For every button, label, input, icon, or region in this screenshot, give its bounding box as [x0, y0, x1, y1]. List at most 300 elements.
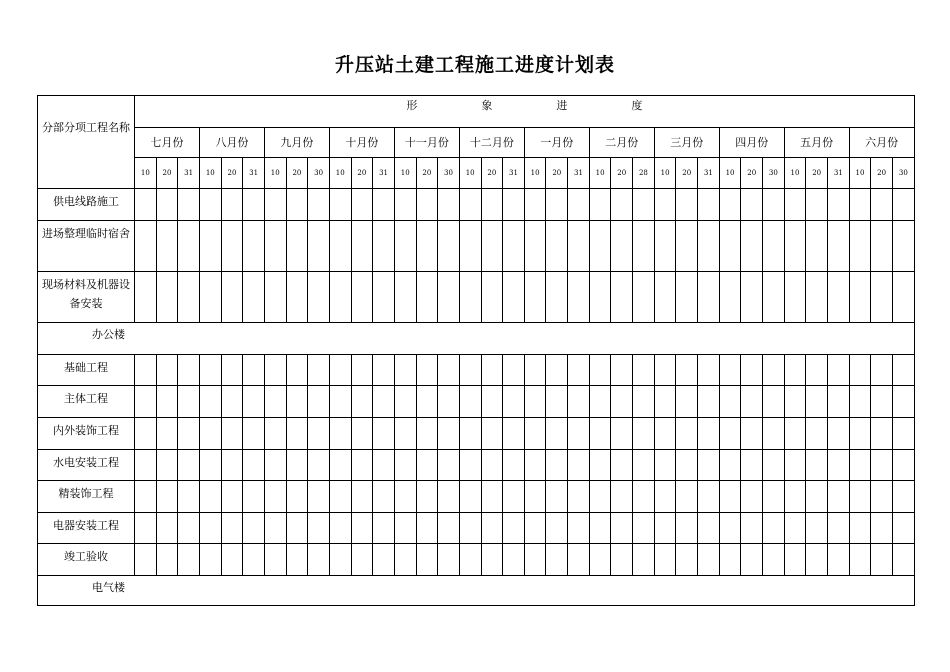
task-name: 基础工程 — [38, 355, 135, 386]
schedule-cell — [438, 272, 460, 323]
task-row — [38, 450, 915, 481]
schedule-cell — [373, 513, 395, 544]
schedule-cell — [308, 221, 330, 272]
schedule-cell — [828, 272, 850, 323]
schedule-cell — [546, 513, 568, 544]
schedule-cell — [264, 513, 286, 544]
schedule-cell — [503, 386, 525, 418]
schedule-cell — [524, 544, 546, 576]
schedule-cell — [611, 418, 633, 450]
day-header: 20 — [806, 158, 828, 189]
progress-label-char: 度 — [631, 99, 643, 112]
schedule-cell — [503, 355, 525, 386]
progress-header-row — [38, 96, 915, 128]
day-header: 10 — [394, 158, 416, 189]
schedule-cell — [373, 386, 395, 418]
month-header: 六月份 — [849, 128, 914, 158]
schedule-cell — [828, 481, 850, 513]
schedule-cell — [351, 272, 373, 323]
task-name: 现场材料及机器设备安装 — [38, 272, 135, 323]
day-header: 20 — [676, 158, 698, 189]
schedule-cell — [524, 189, 546, 221]
day-header: 10 — [719, 158, 741, 189]
day-header: 10 — [524, 158, 546, 189]
day-header: 20 — [416, 158, 438, 189]
schedule-cell — [394, 481, 416, 513]
schedule-cell — [329, 450, 351, 481]
schedule-cell — [719, 272, 741, 323]
schedule-cell — [264, 450, 286, 481]
schedule-cell — [784, 450, 806, 481]
schedule-cell — [784, 355, 806, 386]
schedule-cell — [784, 481, 806, 513]
schedule-cell — [763, 418, 785, 450]
schedule-cell — [199, 221, 221, 272]
schedule-cell — [633, 189, 655, 221]
schedule-cell — [394, 221, 416, 272]
schedule-cell — [676, 386, 698, 418]
schedule-cell — [589, 513, 611, 544]
schedule-cell — [178, 544, 200, 576]
schedule-cell — [373, 544, 395, 576]
schedule-cell — [503, 481, 525, 513]
schedule-cell — [308, 272, 330, 323]
schedule-cell — [438, 418, 460, 450]
schedule-cell — [719, 386, 741, 418]
schedule-cell — [503, 450, 525, 481]
schedule-cell — [416, 386, 438, 418]
schedule-cell — [546, 386, 568, 418]
section-row — [38, 576, 915, 606]
schedule-cell — [178, 272, 200, 323]
schedule-cell — [784, 418, 806, 450]
schedule-cell — [243, 450, 265, 481]
progress-label-char: 进 — [556, 99, 568, 112]
schedule-cell — [459, 513, 481, 544]
schedule-cell — [135, 418, 157, 450]
schedule-cell — [329, 355, 351, 386]
task-name: 主体工程 — [38, 386, 135, 418]
schedule-cell — [351, 450, 373, 481]
schedule-cell — [524, 513, 546, 544]
schedule-cell — [156, 386, 178, 418]
schedule-cell — [741, 544, 763, 576]
day-header: 20 — [156, 158, 178, 189]
schedule-cell — [719, 450, 741, 481]
task-name: 竣工验收 — [38, 544, 135, 576]
schedule-cell — [394, 272, 416, 323]
schedule-cell — [394, 355, 416, 386]
schedule-cell — [741, 513, 763, 544]
schedule-cell — [243, 544, 265, 576]
schedule-cell — [633, 513, 655, 544]
schedule-cell — [351, 481, 373, 513]
day-header: 20 — [546, 158, 568, 189]
schedule-cell — [741, 386, 763, 418]
schedule-cell — [654, 450, 676, 481]
schedule-cell — [589, 272, 611, 323]
schedule-cell — [351, 221, 373, 272]
schedule-cell — [438, 189, 460, 221]
schedule-cell — [156, 272, 178, 323]
schedule-cell — [871, 513, 893, 544]
schedule-cell — [503, 272, 525, 323]
schedule-cell — [524, 418, 546, 450]
schedule-cell — [654, 481, 676, 513]
schedule-cell — [503, 544, 525, 576]
schedule-cell — [589, 189, 611, 221]
schedule-cell — [156, 513, 178, 544]
schedule-cell — [286, 221, 308, 272]
schedule-cell — [611, 221, 633, 272]
schedule-cell — [243, 189, 265, 221]
month-header-row — [38, 128, 915, 158]
schedule-cell — [871, 481, 893, 513]
day-header: 31 — [828, 158, 850, 189]
schedule-cell — [243, 221, 265, 272]
schedule-cell — [416, 272, 438, 323]
task-row — [38, 481, 915, 513]
schedule-cell — [459, 221, 481, 272]
schedule-cell — [611, 481, 633, 513]
schedule-cell — [806, 481, 828, 513]
schedule-cell — [676, 513, 698, 544]
schedule-cell — [459, 272, 481, 323]
schedule-cell — [459, 481, 481, 513]
schedule-cell — [156, 481, 178, 513]
schedule-cell — [416, 513, 438, 544]
schedule-cell — [199, 481, 221, 513]
day-header: 31 — [568, 158, 590, 189]
schedule-cell — [568, 221, 590, 272]
schedule-cell — [459, 418, 481, 450]
schedule-cell — [546, 481, 568, 513]
schedule-cell — [351, 189, 373, 221]
schedule-cell — [459, 544, 481, 576]
task-row — [38, 544, 915, 576]
schedule-cell — [135, 386, 157, 418]
month-header: 五月份 — [784, 128, 849, 158]
schedule-cell — [698, 481, 720, 513]
schedule-table — [37, 95, 915, 606]
schedule-cell — [394, 450, 416, 481]
schedule-cell — [589, 481, 611, 513]
task-name: 供电线路施工 — [38, 189, 135, 221]
schedule-cell — [438, 450, 460, 481]
schedule-cell — [308, 355, 330, 386]
schedule-cell — [481, 481, 503, 513]
schedule-cell — [828, 450, 850, 481]
schedule-cell — [481, 544, 503, 576]
schedule-cell — [329, 221, 351, 272]
schedule-cell — [329, 386, 351, 418]
schedule-cell — [806, 189, 828, 221]
month-header: 十月份 — [329, 128, 394, 158]
schedule-cell — [264, 272, 286, 323]
schedule-cell — [286, 544, 308, 576]
schedule-cell — [849, 189, 871, 221]
schedule-cell — [459, 386, 481, 418]
month-header: 八月份 — [199, 128, 264, 158]
day-header-row — [38, 158, 915, 189]
schedule-cell — [828, 544, 850, 576]
schedule-cell — [459, 189, 481, 221]
month-header: 二月份 — [589, 128, 654, 158]
schedule-cell — [351, 355, 373, 386]
schedule-cell — [394, 513, 416, 544]
schedule-cell — [849, 513, 871, 544]
schedule-cell — [178, 386, 200, 418]
schedule-cell — [481, 221, 503, 272]
schedule-cell — [243, 272, 265, 323]
month-header: 七月份 — [135, 128, 200, 158]
schedule-cell — [719, 189, 741, 221]
schedule-cell — [394, 189, 416, 221]
schedule-cell — [806, 544, 828, 576]
month-header: 四月份 — [719, 128, 784, 158]
schedule-cell — [698, 544, 720, 576]
schedule-cell — [611, 272, 633, 323]
day-header: 10 — [849, 158, 871, 189]
schedule-cell — [459, 450, 481, 481]
schedule-cell — [329, 418, 351, 450]
task-name: 水电安装工程 — [38, 450, 135, 481]
day-header: 10 — [264, 158, 286, 189]
schedule-cell — [849, 450, 871, 481]
schedule-cell — [611, 386, 633, 418]
day-header: 20 — [221, 158, 243, 189]
schedule-cell — [524, 221, 546, 272]
task-row — [38, 221, 915, 272]
schedule-cell — [308, 418, 330, 450]
schedule-cell — [221, 272, 243, 323]
schedule-cell — [763, 450, 785, 481]
schedule-cell — [199, 189, 221, 221]
schedule-cell — [135, 513, 157, 544]
schedule-cell — [178, 513, 200, 544]
schedule-cell — [351, 513, 373, 544]
schedule-cell — [438, 513, 460, 544]
task-row — [38, 355, 915, 386]
schedule-cell — [806, 386, 828, 418]
schedule-cell — [243, 355, 265, 386]
schedule-cell — [568, 418, 590, 450]
day-header: 10 — [135, 158, 157, 189]
schedule-cell — [438, 221, 460, 272]
schedule-cell — [763, 386, 785, 418]
schedule-cell — [654, 418, 676, 450]
schedule-cell — [741, 189, 763, 221]
schedule-cell — [286, 355, 308, 386]
schedule-cell — [524, 481, 546, 513]
schedule-cell — [611, 189, 633, 221]
schedule-cell — [676, 355, 698, 386]
schedule-cell — [416, 481, 438, 513]
task-row — [38, 272, 915, 323]
schedule-cell — [806, 355, 828, 386]
schedule-cell — [416, 418, 438, 450]
schedule-cell — [135, 450, 157, 481]
schedule-cell — [568, 450, 590, 481]
schedule-cell — [633, 386, 655, 418]
schedule-cell — [698, 513, 720, 544]
task-row — [38, 386, 915, 418]
day-header: 10 — [329, 158, 351, 189]
schedule-cell — [676, 418, 698, 450]
schedule-cell — [892, 418, 914, 450]
schedule-cell — [503, 513, 525, 544]
schedule-cell — [698, 418, 720, 450]
schedule-cell — [243, 481, 265, 513]
schedule-cell — [763, 221, 785, 272]
schedule-cell — [828, 355, 850, 386]
schedule-cell — [633, 450, 655, 481]
schedule-cell — [828, 386, 850, 418]
schedule-cell — [135, 189, 157, 221]
schedule-cell — [763, 544, 785, 576]
day-header: 30 — [892, 158, 914, 189]
day-header: 28 — [633, 158, 655, 189]
schedule-cell — [871, 386, 893, 418]
schedule-cell — [524, 386, 546, 418]
schedule-cell — [546, 189, 568, 221]
schedule-cell — [654, 355, 676, 386]
day-header: 10 — [459, 158, 481, 189]
schedule-cell — [178, 221, 200, 272]
schedule-cell — [828, 189, 850, 221]
schedule-cell — [503, 189, 525, 221]
schedule-cell — [394, 544, 416, 576]
schedule-cell — [286, 272, 308, 323]
schedule-cell — [329, 189, 351, 221]
schedule-cell — [676, 544, 698, 576]
schedule-cell — [892, 189, 914, 221]
schedule-cell — [568, 386, 590, 418]
schedule-cell — [351, 544, 373, 576]
schedule-cell — [633, 418, 655, 450]
schedule-cell — [784, 221, 806, 272]
schedule-cell — [698, 189, 720, 221]
schedule-cell — [568, 272, 590, 323]
schedule-cell — [286, 189, 308, 221]
schedule-cell — [676, 189, 698, 221]
schedule-cell — [156, 450, 178, 481]
schedule-cell — [568, 513, 590, 544]
schedule-cell — [308, 513, 330, 544]
day-header: 31 — [178, 158, 200, 189]
day-header: 20 — [351, 158, 373, 189]
schedule-cell — [546, 450, 568, 481]
schedule-cell — [308, 450, 330, 481]
schedule-cell — [199, 513, 221, 544]
schedule-cell — [199, 418, 221, 450]
schedule-cell — [156, 189, 178, 221]
schedule-cell — [286, 450, 308, 481]
schedule-cell — [481, 189, 503, 221]
schedule-cell — [351, 418, 373, 450]
schedule-cell — [308, 189, 330, 221]
task-row — [38, 513, 915, 544]
schedule-cell — [676, 272, 698, 323]
schedule-cell — [871, 221, 893, 272]
day-header: 10 — [589, 158, 611, 189]
schedule-cell — [892, 386, 914, 418]
schedule-cell — [264, 386, 286, 418]
schedule-cell — [373, 221, 395, 272]
schedule-cell — [611, 450, 633, 481]
schedule-cell — [373, 355, 395, 386]
schedule-cell — [438, 355, 460, 386]
day-header: 31 — [503, 158, 525, 189]
schedule-cell — [221, 355, 243, 386]
schedule-cell — [264, 544, 286, 576]
schedule-cell — [676, 450, 698, 481]
schedule-cell — [481, 272, 503, 323]
schedule-cell — [741, 418, 763, 450]
schedule-cell — [221, 386, 243, 418]
schedule-cell — [264, 189, 286, 221]
day-header: 10 — [199, 158, 221, 189]
schedule-cell — [828, 513, 850, 544]
task-name: 进场整理临时宿舍 — [38, 221, 135, 272]
schedule-cell — [719, 544, 741, 576]
schedule-cell — [394, 386, 416, 418]
progress-label-char: 象 — [481, 99, 493, 112]
schedule-cell — [199, 544, 221, 576]
schedule-cell — [892, 355, 914, 386]
schedule-cell — [589, 386, 611, 418]
month-header: 三月份 — [654, 128, 719, 158]
schedule-cell — [784, 513, 806, 544]
schedule-cell — [828, 418, 850, 450]
schedule-cell — [892, 544, 914, 576]
schedule-cell — [416, 355, 438, 386]
schedule-cell — [135, 481, 157, 513]
schedule-cell — [741, 355, 763, 386]
schedule-cell — [806, 221, 828, 272]
schedule-cell — [416, 221, 438, 272]
schedule-cell — [199, 355, 221, 386]
schedule-cell — [199, 272, 221, 323]
schedule-cell — [784, 544, 806, 576]
schedule-cell — [676, 481, 698, 513]
schedule-cell — [568, 355, 590, 386]
schedule-cell — [221, 189, 243, 221]
schedule-cell — [416, 189, 438, 221]
schedule-cell — [784, 386, 806, 418]
schedule-cell — [806, 272, 828, 323]
day-header: 31 — [373, 158, 395, 189]
schedule-cell — [654, 513, 676, 544]
schedule-cell — [892, 481, 914, 513]
schedule-cell — [849, 386, 871, 418]
schedule-cell — [589, 355, 611, 386]
schedule-cell — [438, 481, 460, 513]
schedule-cell — [199, 450, 221, 481]
schedule-cell — [481, 418, 503, 450]
schedule-cell — [373, 481, 395, 513]
schedule-cell — [438, 386, 460, 418]
schedule-cell — [373, 418, 395, 450]
schedule-cell — [719, 513, 741, 544]
schedule-cell — [286, 481, 308, 513]
schedule-cell — [546, 355, 568, 386]
schedule-cell — [481, 355, 503, 386]
schedule-cell — [849, 355, 871, 386]
schedule-cell — [416, 544, 438, 576]
schedule-cell — [611, 544, 633, 576]
schedule-cell — [871, 450, 893, 481]
